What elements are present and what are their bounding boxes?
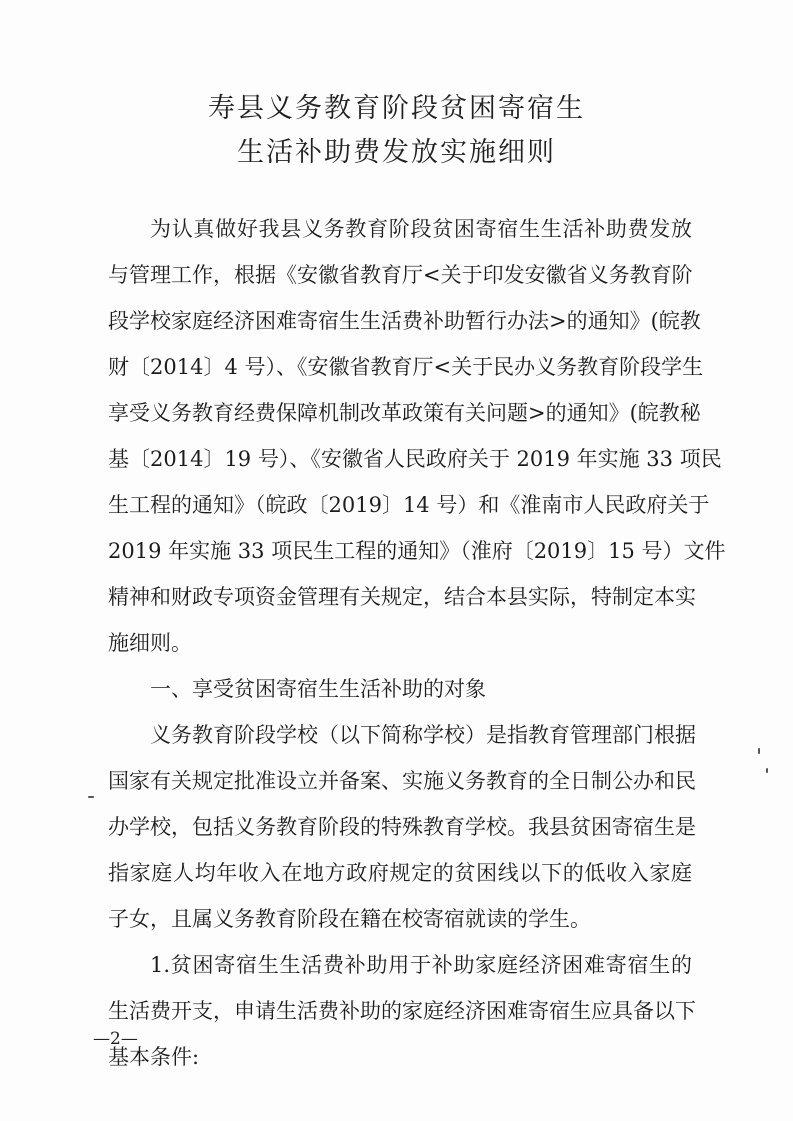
intro-line: 与管理工作，根据《安徽省教育厅<关于印发安徽省义务教育阶	[108, 263, 693, 287]
document-title-line-2: 生活补助费发放实施细则	[237, 137, 556, 168]
intro-line: 生工程的通知》（皖政〔2019〕14 号）和《淮南市人民政府关于	[108, 493, 710, 517]
scan-speck	[758, 748, 760, 754]
intro-line: 段学校家庭经济困难寄宿生生活费补助暂行办法>的通知》(皖教	[108, 309, 701, 333]
item-line: 生活费开支，申请生活费补助的家庭经济困难寄宿生应具备以下	[108, 999, 696, 1023]
scan-speck	[88, 796, 94, 798]
intro-line: 精神和财政专项资金管理有关规定，结合本县实际，特制定本实	[108, 585, 696, 609]
item-line: 基本条件:	[108, 1045, 200, 1069]
section-line: 国家有关规定批准设立并备案、实施义务教育的全日制公办和民	[108, 769, 696, 793]
section-heading: 一、享受贫困寄宿生生活补助的对象	[150, 677, 486, 701]
intro-line: 财〔2014〕4 号）、《安徽省教育厅<关于民办义务教育阶段学生	[108, 355, 704, 379]
item-line: 1.贫困寄宿生生活费补助用于补助家庭经济困难寄宿生的	[150, 953, 692, 977]
section-line: 子女，且属义务教育阶段在籍在校寄宿就读的学生。	[108, 907, 591, 931]
intro-line: 为认真做好我县义务教育阶段贫困寄宿生生活补助费发放	[150, 217, 692, 241]
page-number: —2—	[93, 1029, 138, 1049]
intro-line: 2019 年实施 33 项民生工程的通知》（淮府〔2019〕15 号）文件	[108, 539, 726, 563]
section-line: 义务教育阶段学校（以下简称学校）是指教育管理部门根据	[150, 723, 696, 747]
intro-line: 基〔2014〕19 号）、《安徽省人民政府关于 2019 年实施 33 项民	[108, 447, 722, 471]
section-line: 办学校，包括义务教育阶段的特殊教育学校。我县贫困寄宿生是	[108, 815, 696, 839]
section-line: 指家庭人均年收入在地方政府规定的贫困线以下的低收入家庭	[108, 861, 692, 885]
scan-speck	[766, 768, 768, 773]
intro-line: 施细则。	[108, 631, 192, 655]
intro-line: 享受义务教育经费保障机制改革政策有关问题>的通知》(皖教秘	[108, 401, 701, 425]
document-title-line-1: 寿县义务教育阶段贫困寄宿生	[208, 93, 585, 124]
